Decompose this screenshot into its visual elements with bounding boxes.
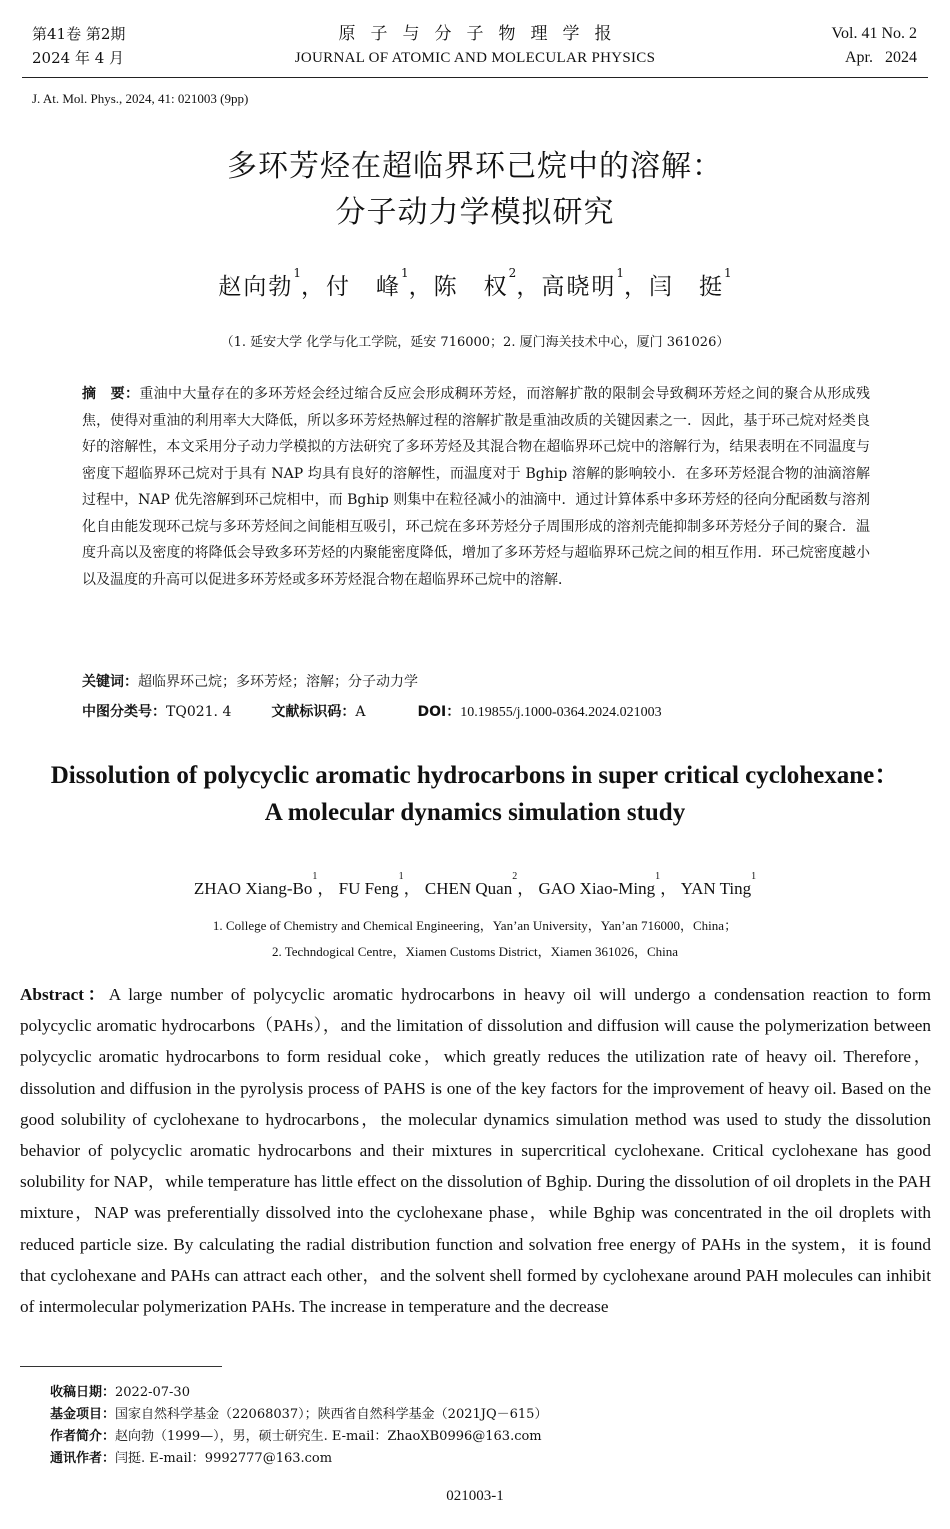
affiliation-en-line1: 1. College of Chemistry and Chemical Engineering，Yan’an University，Yan’an 716000，China；	[212, 918, 738, 933]
abstract-cn-label: 摘 要：	[82, 386, 140, 402]
authors-cn	[0, 268, 950, 301]
author-cn: 付 峰$^1$，	[326, 266, 434, 300]
abstract-en	[20, 979, 931, 1322]
title-en	[0, 757, 950, 831]
classification-row	[82, 700, 662, 725]
affiliation-cn: （1. 延安大学 化学与化工学院，延安 716000；2. 厦门海关技术中心，厦门 361026）	[220, 335, 730, 350]
doc-code-value: A	[355, 704, 366, 720]
doi-value[interactable]: 10.19855/j.1000-0364.2024.021003	[460, 705, 662, 720]
header-rule	[22, 77, 928, 78]
clc-label: 中图分类号：	[82, 704, 166, 720]
affiliation-en-line2: 2. Techndogical Centre，Xiamen Customs District，Xiamen 361026，China	[271, 944, 679, 959]
journal-name-en: JOURNAL OF ATOMIC AND MOLECULAR PHYSICS	[294, 50, 656, 66]
author-cn: 赵向勃$^1$，	[218, 266, 327, 300]
header-right	[832, 22, 918, 70]
abstract-en-text: A large number of polycyclic aromatic hydrocarbons in heavy oil will undergo a condensation reaction to form polycyclic aromatic hydrocarbons（PAHs），and the limitation of dissolution and diffusion will cause the polymerization between polycyclic aromatic hydrocarbons to form residual coke，which greatly reduces the utilization rate of heavy oil. Therefore，dissolution and diffusion in the pyrolysis process of PAHS is one of the key factors for the improvement of heavy oil. Based on the good solubility of cyclohexane to hydrocarbons，the molecular dynamics simulation method was used to study the dissolution behavior of polycyclic aromatic hydrocarbons and their mixtures in supercritical cyclohexane. Critical cyclohexane has good solubility for NAP，while temperature has little effect on the dissolution of Bghip. During the dissolution of oil droplets in the PAH mixture，NAP was preferentially dissolved into the cyclohexane phase，while Bghip was concentrated in the oil droplets with reduced particle size. By calculating the radial distribution function and solvation free energy of PAHs in the system，it is found that cyclohexane and PAHs can attract each other，and the solvent shell formed by cyclohexane around PAH molecules can inhibit of intermolecular polymerization PAHs. The increase in temperature and the decrease	[20, 985, 931, 1317]
header-volume-cn: 第41卷 第2期	[32, 25, 126, 43]
keywords-cn-label: 关键词：	[82, 674, 138, 690]
title-en-line2: A molecular dynamics simulation study	[264, 799, 686, 826]
keywords-cn-text: 超临界环己烷；多环芳烃；溶解；分子动力学	[138, 674, 418, 690]
journal-name-cn: 原子与分子物理学报	[338, 24, 627, 44]
clc-value: TQ021. 4	[166, 704, 232, 720]
header-center	[0, 22, 950, 70]
abstract-cn	[82, 381, 870, 593]
header-date-cn: 2024 年 4 月	[32, 49, 125, 67]
author-en: YAN Ting$^1$	[680, 871, 757, 898]
page-number: 021003-1	[446, 1488, 504, 1504]
header-volume-en: Vol. 41 No. 2	[831, 25, 917, 42]
title-cn-line1: 多环芳烃在超临界环己烷中的溶解：	[227, 149, 723, 184]
author-cn: 高晓明$^1$，	[541, 266, 649, 300]
footnote-received: 收稿日期：2022-07-30	[50, 1385, 190, 1400]
footnote-corresponding-author: 通讯作者：闫挺. E-mail：9992777@163.com	[50, 1451, 333, 1466]
author-en: CHEN Quan$^2$，	[424, 871, 539, 898]
author-cn: 陈 权$^2$，	[433, 266, 542, 300]
title-cn	[0, 144, 950, 236]
affiliation-en	[0, 913, 950, 965]
doi-label: DOI：	[417, 704, 461, 720]
footnote-rule	[20, 1366, 222, 1367]
title-en-line1: Dissolution of polycyclic aromatic hydrocarbons in super critical cyclohexane：	[50, 762, 900, 789]
footnote-funding: 基金项目：国家自然科学基金（22068037）；陕西省自然科学基金（2021JQ－615）	[50, 1407, 548, 1422]
authors-en	[0, 871, 950, 899]
citation: J. At. Mol. Phys., 2024, 41: 021003 (9pp)	[32, 91, 249, 106]
author-en: FU Feng$^1$，	[338, 871, 425, 898]
abstract-en-label: Abstract：	[20, 985, 109, 1004]
title-cn-line2: 分子动力学模拟研究	[335, 195, 615, 230]
header-date-en: Apr. 2024	[845, 49, 917, 66]
author-en: ZHAO Xiang-Bo$^1$，	[193, 871, 339, 898]
footnote-author-bio: 作者简介：赵向勃（1999—），男，硕士研究生. E-mail：ZhaoXB0996@163.com	[50, 1429, 542, 1444]
footnotes	[50, 1382, 910, 1470]
abstract-cn-text: 重油中大量存在的多环芳烃会经过缩合反应会形成稠环芳烃，而溶解扩散的限制会导致稠环芳烃之间的聚合从形成残焦，使得对重油的利用率大大降低，所以多环芳烃热解过程的溶解扩散是重油改质的关键因素之一．因此，基于环己烷对烃类良好的溶解性，本文采用分子动力学模拟的方法研究了多环芳烃及其混合物在超临界环己烷中的溶解行为，结果表明在不同温度与密度下超临界环己烷对于具有 NAP 均具有良好的溶解性，而温度对于 Bghip 溶解的影响较小．在多环芳烃混合物的油滴溶解过程中，NAP 优先溶解到环己烷相中，而 Bghip 则集中在粒径减小的油滴中．通过计算体系中多环芳烃的径向分配函数与溶剂化自由能发现环己烷与多环芳烃间之间能相互吸引，环己烷在多环芳烃分子周围形成的溶剂壳能抑制多环芳烃分子间的聚合．温度升高以及密度的将降低会导致多环芳烃的内聚能密度降低，增加了多环芳烃与超临界环己烷之间的相互作用．环己烷密度越小以及温度的升高可以促进多环芳烃或多环芳烃混合物在超临界环己烷中的溶解．	[82, 386, 871, 588]
keywords-cn	[82, 670, 870, 694]
doc-code-label: 文献标识码：	[271, 704, 356, 720]
author-cn: 闫 挺$^1$	[648, 266, 732, 300]
author-en: GAO Xiao-Ming$^1$，	[538, 871, 681, 898]
